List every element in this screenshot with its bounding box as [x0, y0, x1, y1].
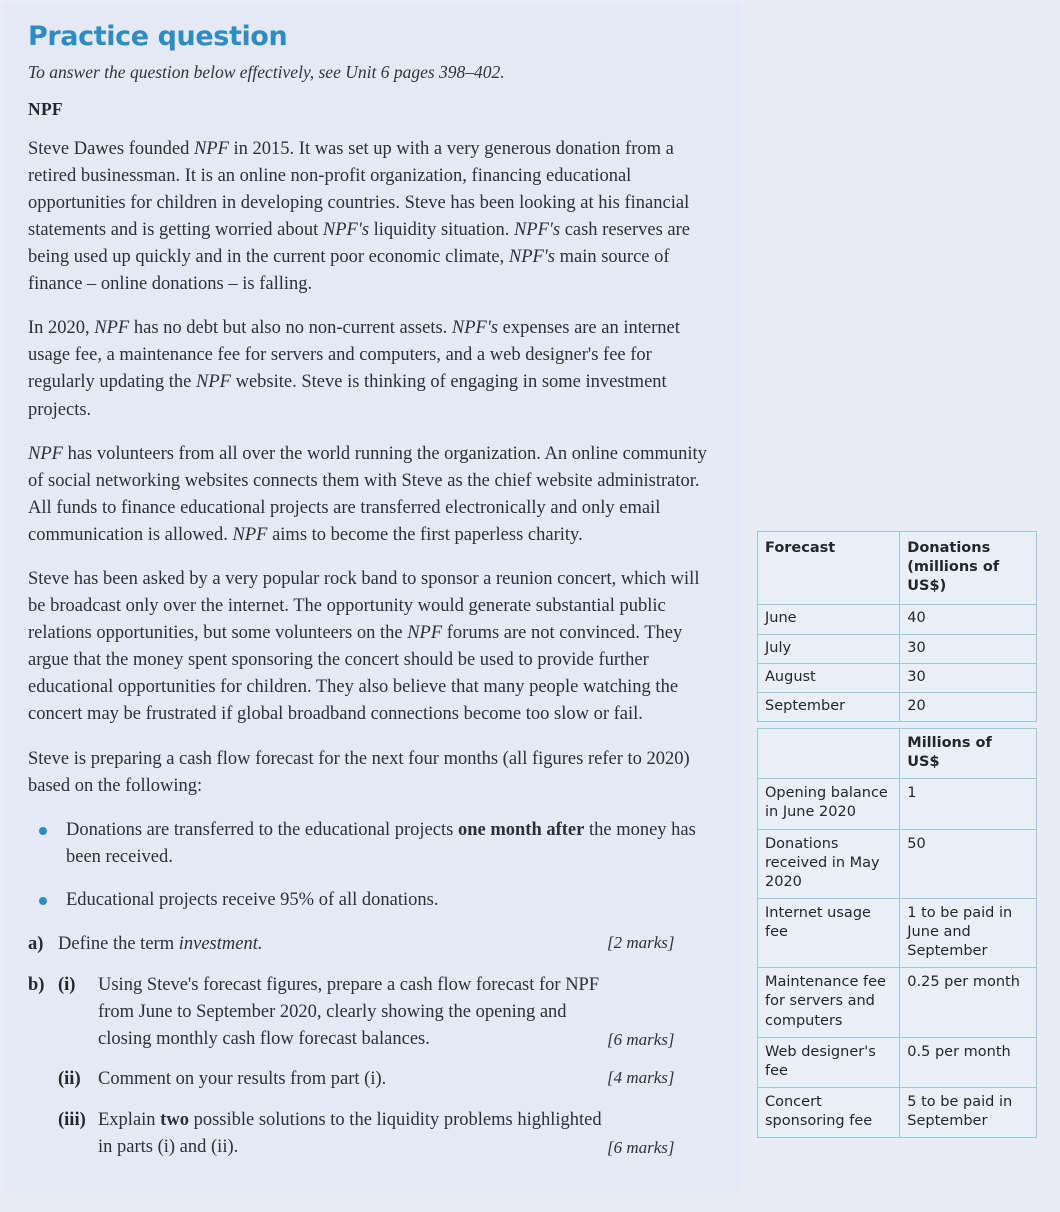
question-b-iii-label: (iii)	[58, 1110, 86, 1131]
question-b-i-marks: [6 marks]	[607, 1029, 675, 1049]
forecast-table-container	[757, 531, 1037, 722]
question-b-label: b)	[28, 975, 45, 995]
figures-item-cell: Donations received in May 2020	[758, 829, 900, 898]
forecast-value-cell: 30	[900, 663, 1037, 692]
table-row	[758, 829, 1037, 898]
figures-value-cell: 1 to be paid in June and September	[900, 898, 1037, 967]
forecast-value-cell: 40	[900, 605, 1037, 634]
bullet-1-bold: one month after	[457, 819, 585, 840]
figures-item-cell: Concert sponsoring fee	[758, 1087, 900, 1137]
list-item	[28, 887, 719, 914]
question-a-italic: investment.	[178, 934, 263, 955]
table-row	[758, 634, 1037, 663]
forecast-month-cell: August	[758, 663, 900, 692]
question-column	[4, 4, 741, 1192]
forecast-value-cell: 30	[900, 634, 1037, 663]
question-b-iii-marks: [6 marks]	[607, 1138, 675, 1158]
table-row	[758, 1037, 1037, 1087]
page-title: Practice question	[28, 21, 288, 52]
question-a-text-before: Define the term	[58, 934, 179, 955]
forecast-month-cell: July	[758, 634, 900, 663]
question-b-i-label: (i)	[58, 975, 76, 995]
forecast-header-cell: Forecast	[758, 532, 900, 605]
table-row	[758, 1087, 1037, 1137]
question-a-label: a)	[28, 934, 44, 955]
figures-value-cell: 5 to be paid in September	[900, 1087, 1037, 1137]
bullet-1-text-before: Donations are transferred to the educational projects	[66, 819, 458, 840]
question-a-text	[58, 931, 607, 958]
question-b-ii-label: (ii)	[58, 1069, 81, 1090]
forecast-value-cell: 20	[900, 692, 1037, 721]
table-row	[758, 692, 1037, 721]
table-header-row	[758, 729, 1037, 779]
donations-header-line1: Donations	[907, 540, 991, 556]
question-b-i	[28, 972, 719, 1052]
forecast-donations-table	[757, 531, 1037, 722]
paragraph-2: In 2020, NPF has no debt but also no non-current assets. NPF's expenses are an internet usage fee, a maintenance fee for servers and computers, and a web designer's fee for regularly updating the NPF website. Steve is thinking of engaging in some investment projects.	[28, 318, 680, 420]
table-row	[758, 968, 1037, 1037]
question-b-iii-text	[98, 1107, 607, 1161]
figures-value-cell: 0.5 per month	[900, 1037, 1037, 1087]
question-b-iii	[28, 1107, 719, 1161]
figures-item-cell: Maintenance fee for servers and computers	[758, 968, 900, 1037]
figures-item-cell: Web designer's fee	[758, 1037, 900, 1087]
list-item	[28, 817, 719, 871]
forecast-month-cell: September	[758, 692, 900, 721]
question-a-marks: [2 marks]	[607, 933, 675, 953]
paragraph-3: NPF has volunteers from all over the world running the organization. An online community of social networking websites connects them with Steve as the chief website administrator. All funds to finance educational projects are transferred electronically and only email communication is allowed. NPF aims to become the first paperless charity.	[28, 443, 707, 545]
forecast-month-cell: June	[758, 605, 900, 634]
figures-value-cell: 1	[900, 779, 1037, 829]
cash-flow-figures-table	[757, 728, 1037, 1138]
figures-table-container	[757, 728, 1037, 1138]
paragraph-4: Steve has been asked by a very popular rock band to sponsor a reunion concert, which will be broadcast only over the internet. The opportunity would generate substantial public relations opportunities, but some volunteers on the NPF forums are not convinced. They argue that the money spent sponsoring the concert should be used to provide further educational opportunities for children. They also believe that many people watching the concert may be frustrated if global broadband connections become too slow or fail.	[28, 569, 700, 725]
bullet-dot-icon	[39, 897, 47, 905]
case-study-title: NPF	[28, 98, 63, 119]
question-b-ii-text: Comment on your results from part (i).	[98, 1069, 387, 1090]
figures-blank-header-cell	[758, 729, 900, 779]
table-row	[758, 779, 1037, 829]
question-b-i-text: Using Steve's forecast figures, prepare a cash flow forecast for NPF from June to September 2020, clearly showing the opening and closing monthly cash flow forecast balances.	[98, 975, 600, 1049]
bullet-dot-icon	[39, 827, 47, 835]
assumptions-list	[28, 817, 719, 914]
bullet-1-text-after: the money has been received.	[66, 819, 696, 867]
question-b-iii-bold: two	[160, 1110, 189, 1131]
table-header-row	[758, 532, 1037, 605]
questions-block	[28, 931, 719, 1161]
question-b-iii-text-before: Explain	[98, 1110, 161, 1131]
figures-item-cell: Opening balance in June 2020	[758, 779, 900, 829]
question-b-ii	[28, 1066, 719, 1093]
paragraph-1: Steve Dawes founded NPF in 2015. It was set up with a very generous donation from a retired businessman. It is an online non-profit organization, financing educational opportunities for children in developing countries. Steve has been looking at his financial statements and is getting worried about NPF's liquidity situation. NPF's cash reserves are being used up quickly and in the current poor economic climate, NPF's main source of finance – online donations – is falling.	[28, 138, 690, 295]
instruction-line: To answer the question below effectively, see Unit 6 pages 398–402.	[28, 61, 505, 82]
question-b-iii-text-after: possible solutions to the liquidity problems highlighted in parts (i) and (ii).	[98, 1110, 602, 1158]
figures-value-cell: 0.25 per month	[900, 968, 1037, 1037]
table-row	[758, 663, 1037, 692]
figures-value-cell: 50	[900, 829, 1037, 898]
bullet-2-text: Educational projects receive 95% of all donations.	[66, 890, 439, 911]
paragraph-5: Steve is preparing a cash flow forecast for the next four months (all figures refer to 2020) based on the following:	[28, 748, 690, 796]
millions-header-cell: Millions of US$	[900, 729, 1037, 779]
donations-header-cell	[900, 532, 1037, 605]
donations-header-line2: (millions of US$)	[907, 559, 1000, 595]
table-row	[758, 605, 1037, 634]
question-b-ii-marks: [4 marks]	[607, 1068, 675, 1088]
figures-item-cell: Internet usage fee	[758, 898, 900, 967]
question-a	[28, 931, 719, 958]
table-row	[758, 898, 1037, 967]
